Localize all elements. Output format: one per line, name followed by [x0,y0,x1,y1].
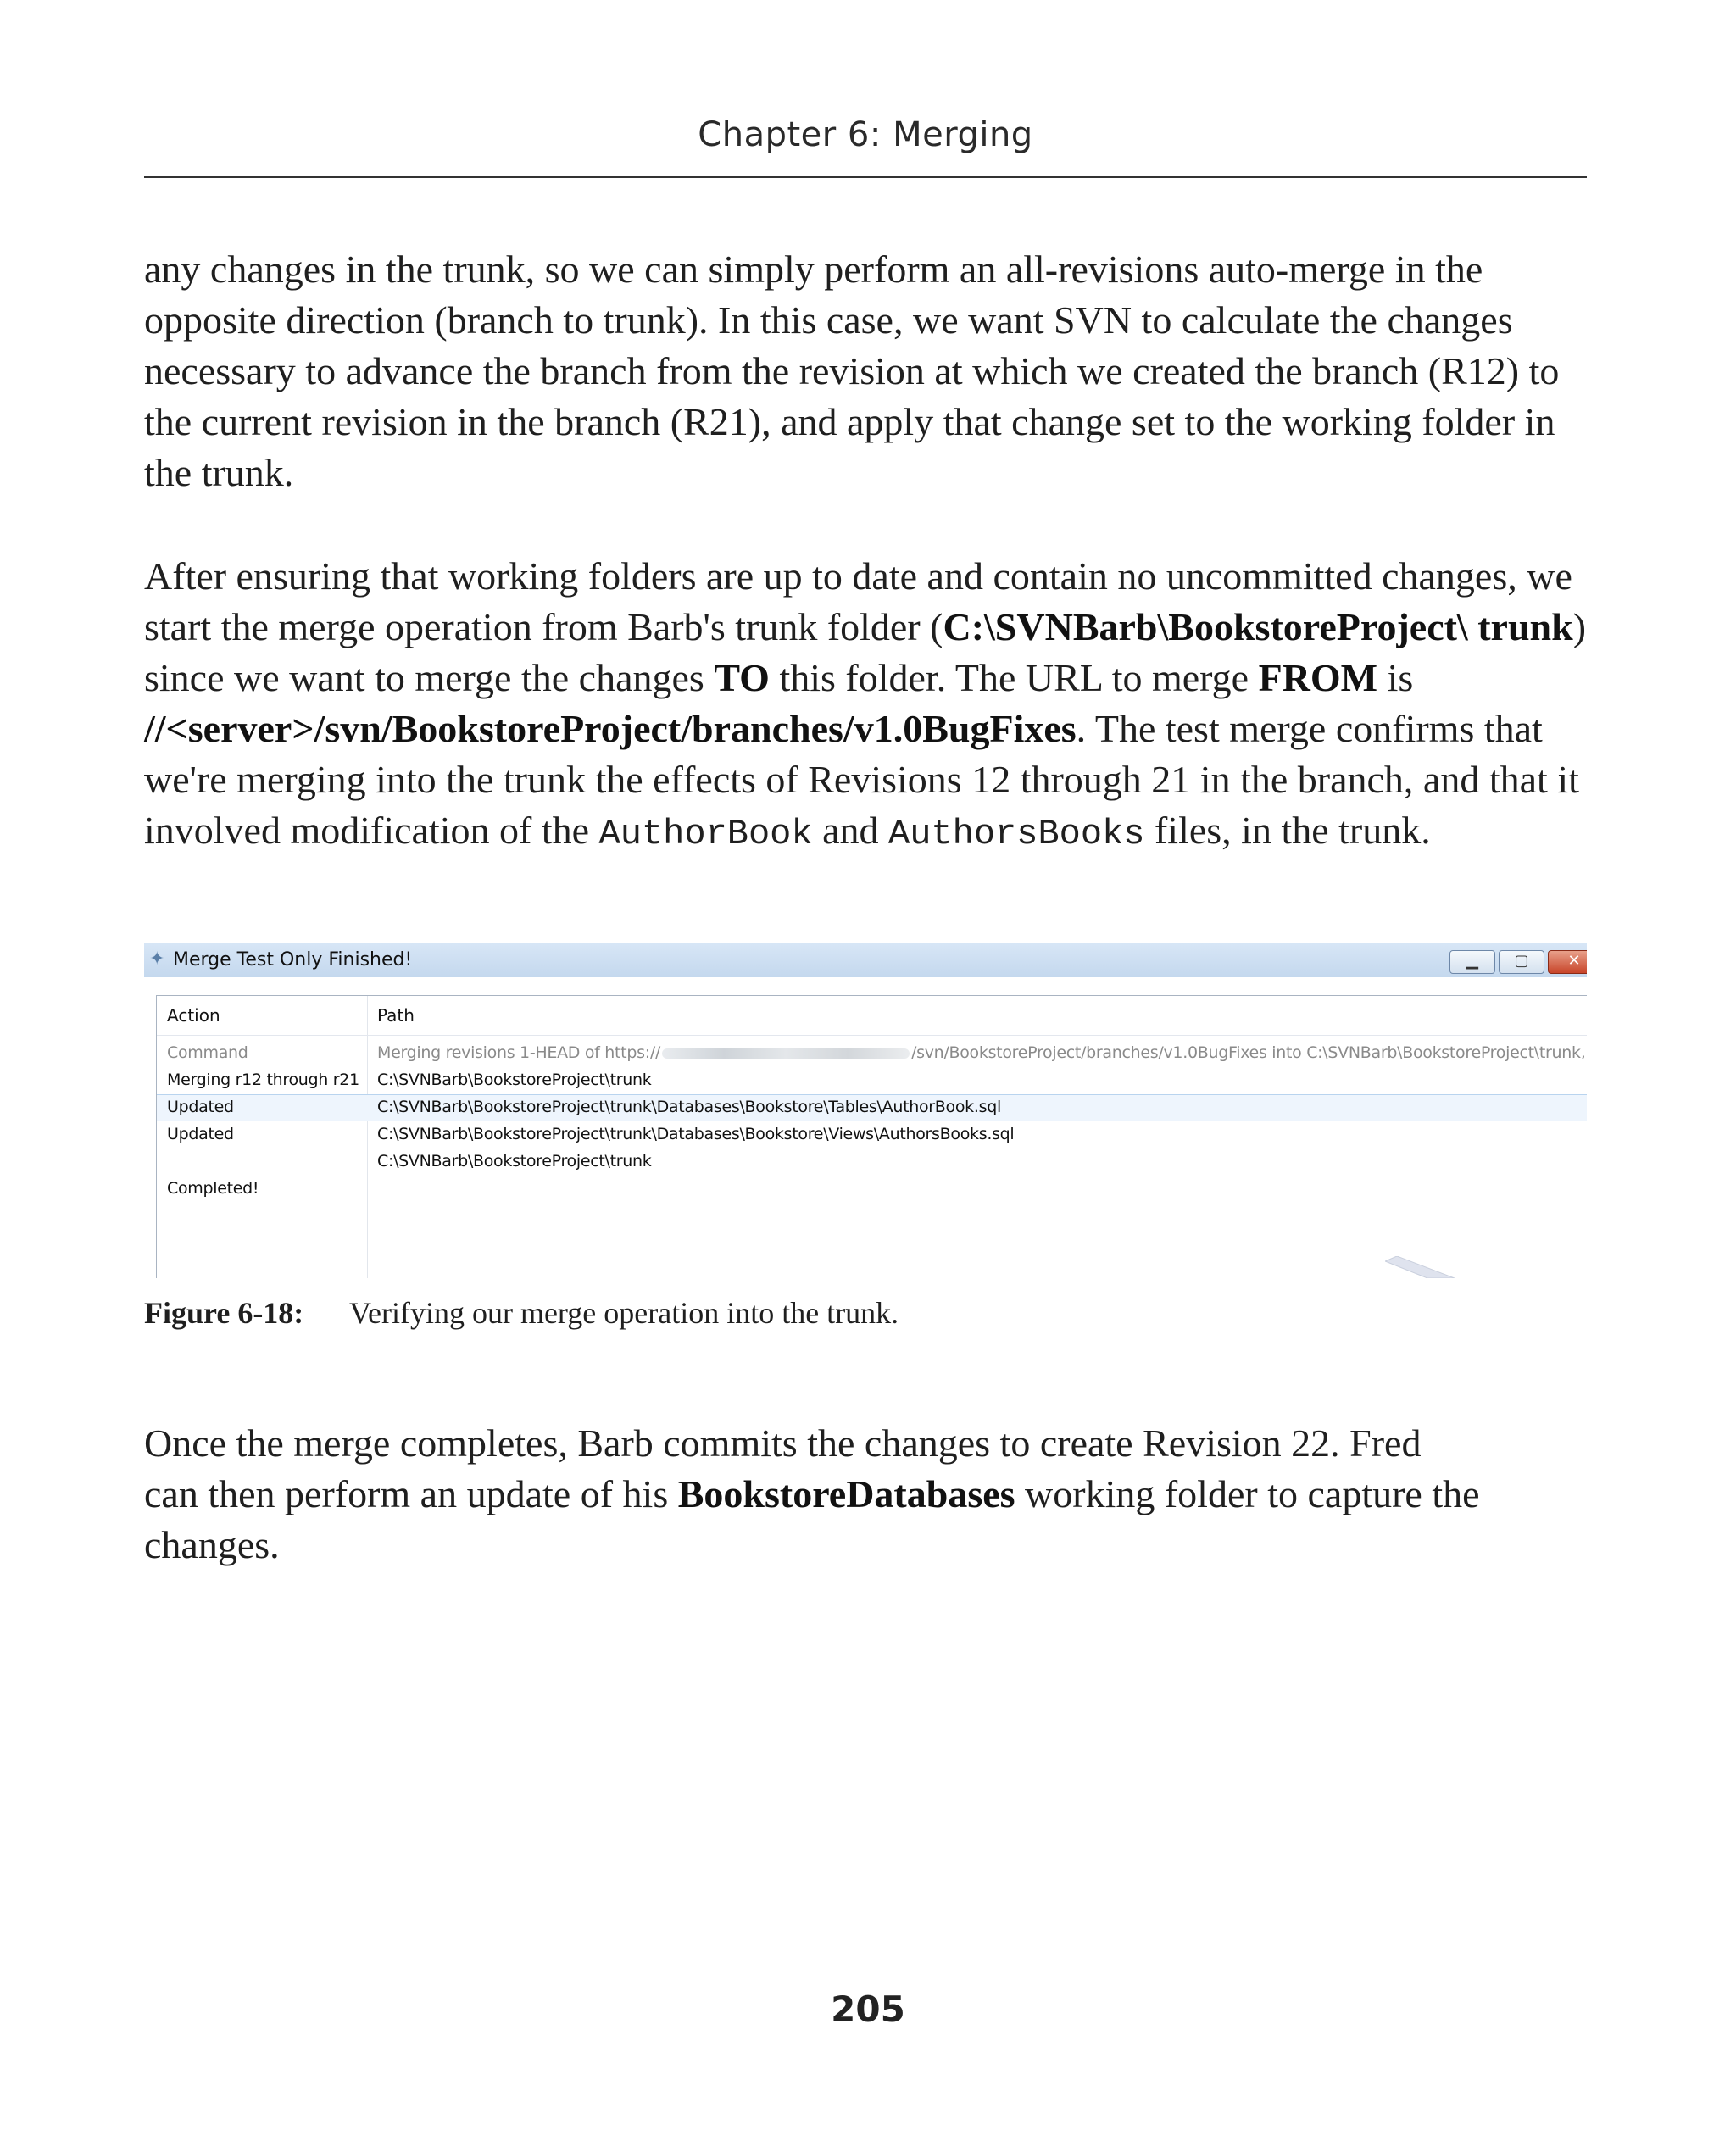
header-separator [157,1035,1587,1036]
maximize-button[interactable] [1499,950,1544,974]
emphasis-from: FROM [1258,656,1378,699]
paragraph-1: any changes in the trunk, so we can simply perform an all-revisions auto-merge in the opposite direction (branch to trunk). In this case, we want SVN to calculate the changes necessary to advance the branch from the revision at which we created the branch (R12) to the current revision in the branch (R21), and apply that change set to the working folder in the trunk. [144,247,1560,494]
list-row-trunk[interactable] [157,1148,1587,1176]
column-header-action[interactable]: Action [167,1005,220,1026]
mouse-pointer-icon [1385,1256,1455,1278]
close-button[interactable] [1548,950,1587,974]
row-path: C:\SVNBarb\BookstoreProject\trunk [377,1070,652,1089]
merge-results-list[interactable] [156,995,1587,1278]
paragraph-2 [144,551,1594,859]
list-row-command[interactable] [157,1040,1587,1067]
paragraph-2-text-7: files, in the trunk. [1144,809,1431,852]
file-authorsbooks: AuthorsBooks [888,814,1145,854]
list-row-completed[interactable] [157,1176,1587,1203]
tortoisesvn-app-icon: ✦ [149,948,165,970]
list-row-merging[interactable] [157,1067,1587,1094]
merge-dialog-screenshot [144,943,1587,1278]
figure-label: Figure 6-18: [144,1296,304,1330]
row-path: C:\SVNBarb\BookstoreProject\trunk\Databases\Bookstore\Views\AuthorsBooks.sql [377,1125,1015,1143]
list-row-updated-authorbook[interactable] [157,1094,1587,1121]
row-action: Command [167,1043,248,1062]
figure-caption [144,1295,1587,1331]
bookstore-databases-folder: BookstoreDatabases [677,1472,1015,1515]
paragraph-2-text-6: and [812,809,889,852]
paragraph-3-text-1: Once the merge completes, Barb commits the changes to create Revision 22. Fred can then perform an update of his [144,1421,1422,1515]
row-path-end: /svn/BookstoreProject/branches/v1.0BugFixes into C:\SVNBarb\BookstoreProject\trunk, [911,1043,1586,1062]
row-action: Merging r12 through r21 [167,1070,359,1089]
minimize-button[interactable] [1449,950,1495,974]
list-row-updated-authorsbooks[interactable] [157,1121,1587,1148]
maximize-icon: ▢ [1514,952,1529,970]
paragraph-3-text-2: working folder to capture the changes. [144,1472,1480,1566]
paragraph-2-text-4: is [1377,656,1414,699]
minimize-icon: ▁ [1466,952,1478,970]
emphasis-to: TO [714,656,770,699]
paragraph-3 [144,1418,1483,1571]
paragraph-2-text-1: After ensuring that working folders are up to date and contain no uncommitted changes, we start the merge operation from Barb's trunk folder ( [144,554,1572,648]
trunk-folder-path: C:\SVNBarb\BookstoreProject\ trunk [943,605,1573,648]
file-authorbook: AuthorBook [598,814,813,854]
redacted-server-name [662,1048,910,1059]
figure-caption-text: Verifying our merge operation into the trunk. [349,1296,899,1330]
row-action: Updated [167,1125,234,1143]
header-rule [144,176,1587,178]
column-header-path[interactable]: Path [377,1005,415,1026]
dialog-title: Merge Test Only Finished! [173,949,413,970]
dialog-titlebar [144,943,1587,977]
paragraph-2-text-2: ) since we want to merge the changes [144,605,1587,699]
branch-url: //<server>/svn/BookstoreProject/branches/v1.0BugFixes [144,707,1077,750]
row-action: Completed! [167,1179,259,1198]
row-path: C:\SVNBarb\BookstoreProject\trunk\Databases\Bookstore\Tables\AuthorBook.sql [377,1098,1001,1116]
paragraph-2-text-5: . The test merge confirms that we're merging into the trunk the effects of Revisions 12 through 21 in the branch, and that it involved modification of the [144,707,1579,852]
row-path [377,1043,1585,1062]
paragraph-2-text-3: this folder. The URL to merge [769,656,1259,699]
row-path: C:\SVNBarb\BookstoreProject\trunk [377,1152,652,1171]
row-path-start: Merging revisions 1-HEAD of https:// [377,1043,660,1062]
row-action: Updated [167,1098,234,1116]
close-icon: ✕ [1567,952,1581,970]
running-header: Chapter 6: Merging [698,115,1033,154]
page-number: 205 [831,1988,905,2030]
